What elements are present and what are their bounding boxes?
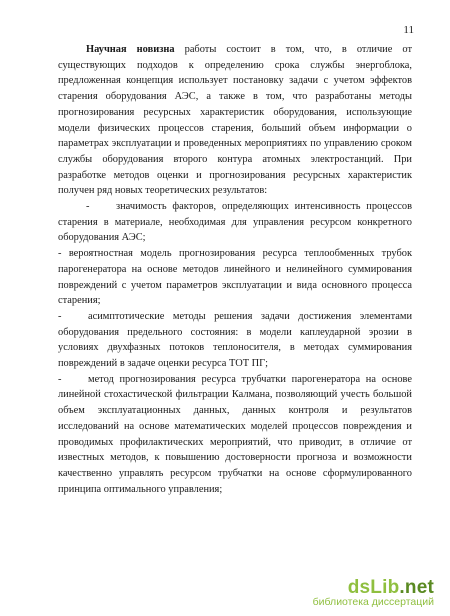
- list-marker: -: [58, 373, 62, 385]
- list-item-text: значимость факторов, определяющих интенсивность процессов старения в материале, необходимая для управления ресурсом конкретного оборудования АЭС;: [58, 201, 412, 244]
- list-item: [58, 309, 412, 372]
- list-marker: -: [86, 201, 90, 213]
- watermark-subtitle: библиотека диссертаций: [312, 596, 434, 608]
- watermark-logo: dsLib.net: [347, 577, 434, 598]
- page-number: 11: [403, 24, 414, 36]
- list-item-text: асимптотические методы решения задачи достижения элементами оборудования предельного состояния: в модели каплеударной эрозии в условиях двухфазных потоков теплоносителя, в методах суммирования повреждений в задаче оценки ресурса ТОТ ПГ;: [58, 310, 412, 370]
- list-item: [58, 372, 412, 498]
- list-item: [58, 246, 412, 309]
- bold-lead: Научная новизна: [86, 44, 175, 55]
- intro-text: работы состоит в том, что, в отличие от существующих подходов к определению срока службы энергоблока, предложенная концепция использует постановку задачи с учетом эффектов старения оборудования АЭС, а также в том, что разработаны методы прогнозирования ресурсных характеристик оборудования, использующие модели физических процессов старения, больший объем информации о параметрах эксплуатации и проведенных мероприятиях по управлению сроком службы оборудования второго контура атомных электростанций. При разработке методов оценки и прогнозирования ресурсных характеристик получен ряд новых теоретических результатов:: [58, 44, 412, 197]
- intro-paragraph: [58, 42, 412, 199]
- list-item: [58, 199, 412, 246]
- list-item-text: - вероятностная модель прогнозирования ресурса теплообменных трубок парогенератора на основе методов линейного и нелинейного суммирования повреждений с учетом параметров эксплуатации и вида основного процесса старения;: [58, 248, 412, 307]
- list-item-text: метод прогнозирования ресурса трубчатки парогенератора на основе линейной стохастической фильтрации Калмана, позволяющий учесть большой объем эксплуатационных данных, данных контроля и результатов исследований на основе математических моделей процессов повреждения и проводимых профилактических мероприятий, что приводит, в отличие от известных методов, к повышению достоверности прогноза и возможности качественно управлять ресурсом трубчатки на основе сформулированного принципа оптимального управления;: [58, 373, 412, 495]
- watermark: [313, 577, 434, 608]
- document-body: [58, 42, 412, 497]
- list-marker: -: [58, 310, 62, 322]
